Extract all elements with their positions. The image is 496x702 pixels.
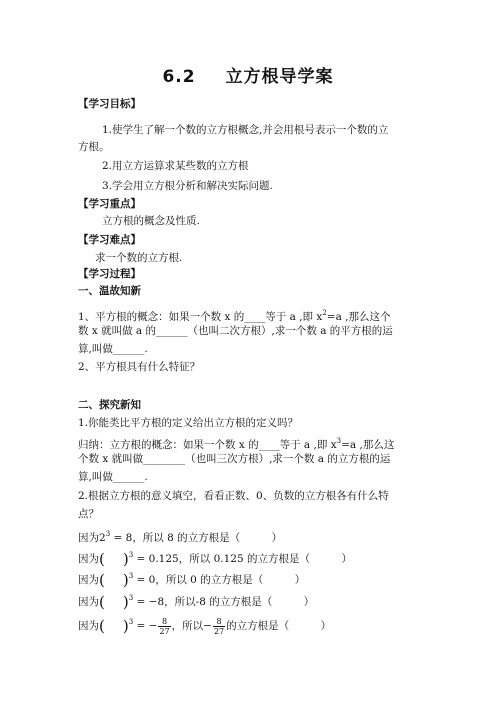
explore-summary-line-3: 算,叫做______.: [78, 471, 148, 483]
review-q1-line-2: 数 x 就叫做 a 的______（也叫二次方根）,求一个数 a 的平方根的运: [78, 325, 393, 337]
cube-root-item-neg8: 因为( )$^3$ = −8，所以-8 的立方根是（ ）: [78, 593, 315, 611]
explore-q2-line-1: 2.根据立方根的意义填空，看看正数、0、负数的立方根各有什么特: [78, 490, 389, 502]
review-q1-line-1: 1、平方根的概念：如果一个数 x 的____等于 a ,即 $x^2=a$ ,那么这个: [78, 309, 391, 323]
goal-1-line-1: 1.使学生了解一个数的立方根概念,并会用根号表示一个数的立: [102, 124, 389, 136]
cube-root-item-0: 因为( )$^3$ = 0，所以 0 的立方根是（ ）: [78, 571, 306, 589]
review-q1-line-3: 算,叫做______.: [78, 343, 148, 355]
section-heading-goals: 【学习目标】: [78, 98, 141, 110]
difficulties-text: 求一个数的立方根.: [95, 252, 183, 264]
subsection-explore: 二、探究新知: [78, 399, 141, 411]
section-heading-key-points: 【学习重点】: [78, 198, 141, 210]
explore-q1: 1.你能类比平方根的定义给出立方根的定义吗？: [78, 417, 299, 429]
subsection-review: 一、温故知新: [78, 285, 141, 297]
fraction-8-27-b: $\frac{8}{27}$: [213, 616, 225, 636]
fraction-8-27: $\frac{8}{27}$: [159, 616, 170, 636]
cube-root-item-8: 因为$2^3 = 8$，所以 8 的立方根是（ ）: [78, 530, 283, 544]
cube-root-item-fraction: 因为( )$^3$ = − $\frac{8}{27}$ ，所以− $\frac{8}{27}$ 的立方根是（ ）: [78, 616, 332, 636]
explore-summary-line-2: 个数 x 就叫做________（也叫三次方根）,求一个数 a 的立方根的运: [78, 453, 391, 465]
explore-summary-line-1: 归纳：立方根的概念：如果一个数 x 的____等于 a ,即 $x^3=a$ ,那么这: [78, 437, 395, 451]
goal-3: 3.学会用立方根分析和解决实际问题.: [102, 180, 273, 192]
cube-root-item-0125: 因为( )$^3$ = 0.125，所以 0.125 的立方根是（ ）: [78, 550, 352, 568]
goal-2: 2.用立方运算求某些数的立方根: [102, 160, 249, 172]
key-points-text: 立方根的概念及性质.: [102, 215, 200, 227]
explore-q2-line-2: 点？: [78, 508, 99, 520]
goal-1-line-2: 方根。: [78, 141, 110, 153]
review-q2: 2、平方根具有什么特征？: [78, 361, 201, 373]
section-heading-process: 【学习过程】: [78, 268, 141, 280]
page-title: 6.2 立方根导学案: [162, 67, 334, 87]
section-heading-difficulties: 【学习难点】: [78, 234, 141, 246]
